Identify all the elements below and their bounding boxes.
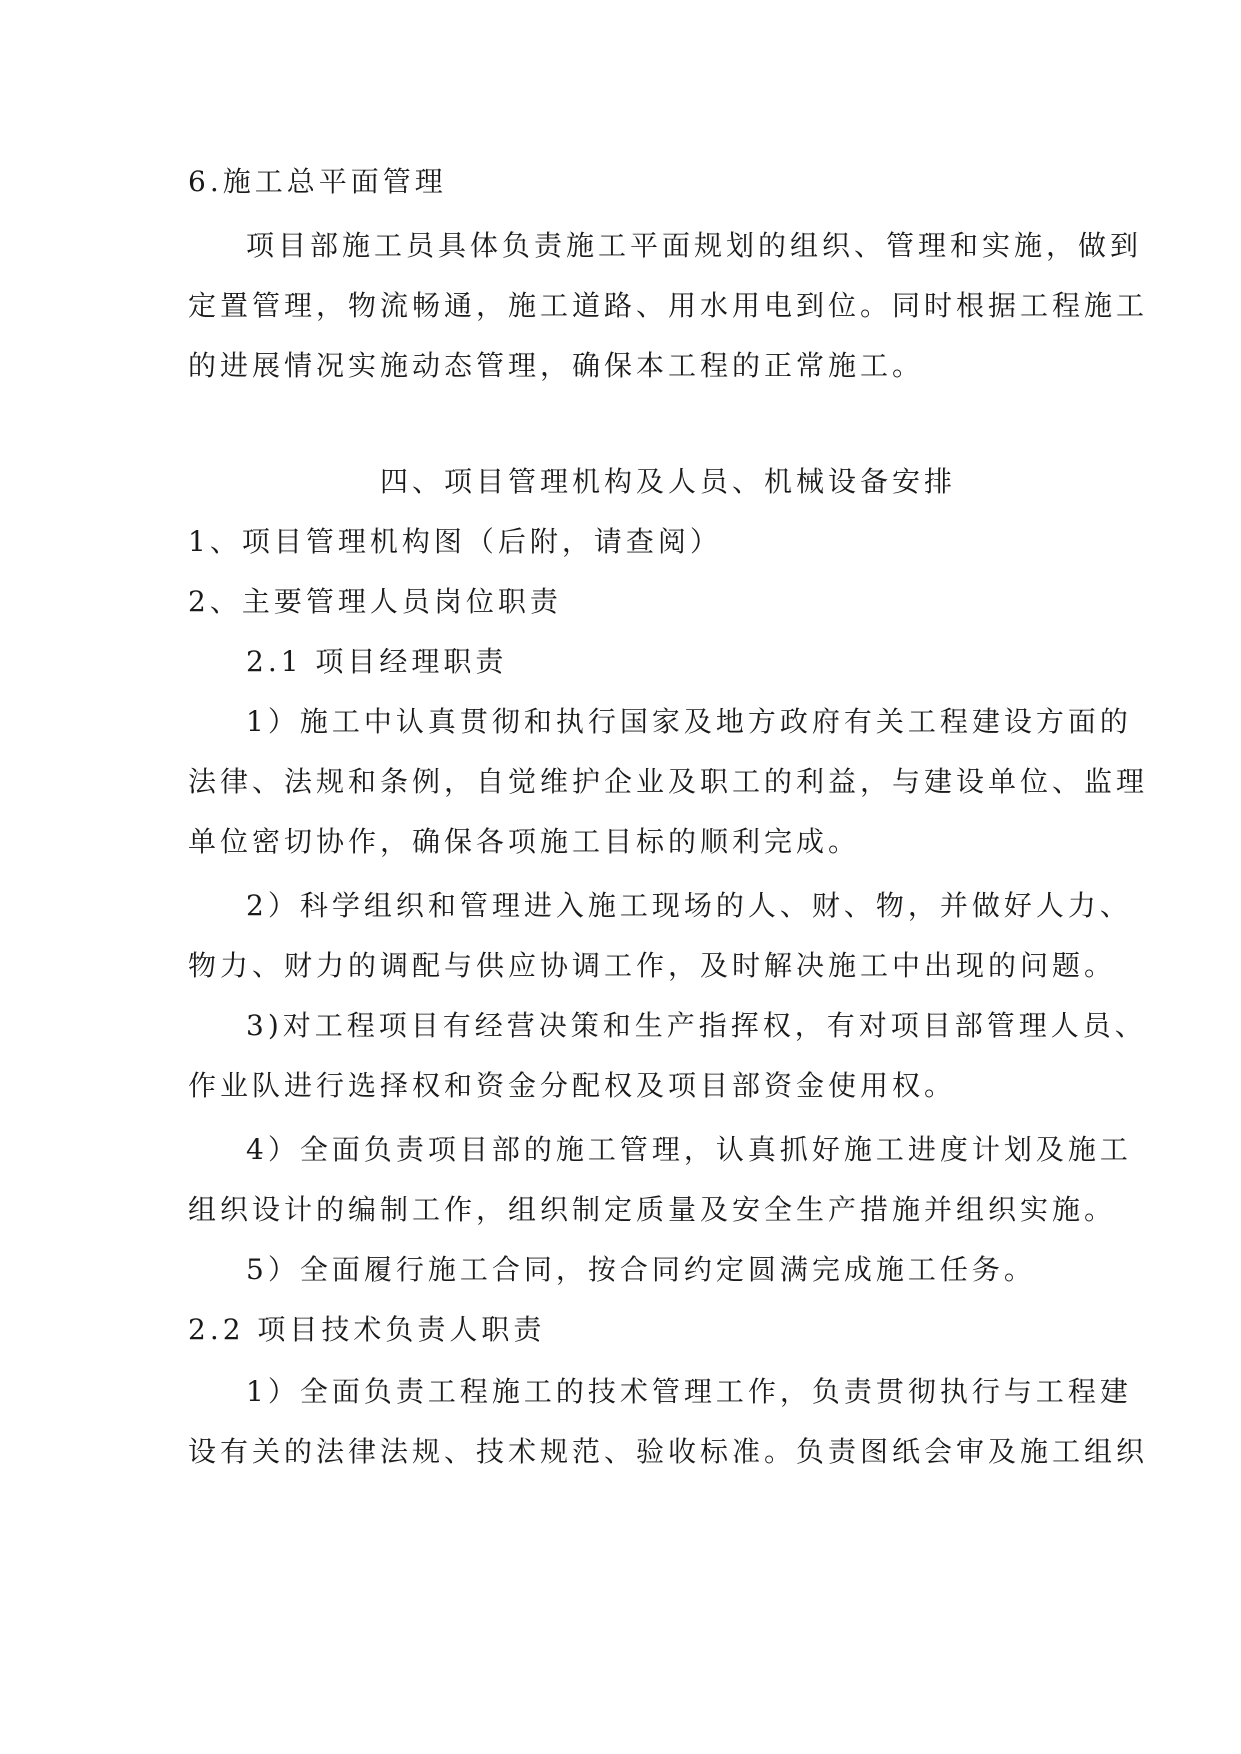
paragraph-line: 单位密切协作，确保各项施工目标的顺利完成。: [188, 825, 861, 858]
paragraph-line: 5）全面履行施工合同，按合同约定圆满完成施工任务。: [246, 1253, 1036, 1286]
paragraph-line: 作业队进行选择权和资金分配权及项目部资金使用权。: [188, 1069, 957, 1102]
section-heading-1: 1、项目管理机构图（后附，请查阅）: [188, 525, 722, 558]
paragraph-line: 1）施工中认真贯彻和执行国家及地方政府有关工程建设方面的: [246, 705, 1132, 738]
chapter-title: 四、项目管理机构及人员、机械设备安排: [379, 465, 956, 498]
paragraph-line: 3)对工程项目有经营决策和生产指挥权，有对项目部管理人员、: [246, 1009, 1147, 1042]
paragraph-line: 法律、法规和条例，自觉维护企业及职工的利益，与建设单位、监理: [188, 765, 1149, 798]
paragraph-line: 的进展情况实施动态管理，确保本工程的正常施工。: [188, 349, 925, 382]
paragraph-line: 2）科学组织和管理进入施工现场的人、财、物，并做好人力、: [246, 889, 1132, 922]
paragraph-line: 4）全面负责项目部的施工管理，认真抓好施工进度计划及施工: [246, 1133, 1132, 1166]
paragraph-line: 项目部施工员具体负责施工平面规划的组织、管理和实施，做到: [246, 229, 1143, 262]
paragraph-line: 定置管理，物流畅通，施工道路、用水用电到位。同时根据工程施工: [188, 289, 1149, 322]
paragraph-line: 组织设计的编制工作，组织制定质量及安全生产措施并组织实施。: [188, 1193, 1117, 1226]
paragraph-line: 1）全面负责工程施工的技术管理工作，负责贯彻执行与工程建: [246, 1375, 1132, 1408]
paragraph-line: 设有关的法律法规、技术规范、验收标准。负责图纸会审及施工组织: [188, 1435, 1149, 1468]
subsection-heading-2-2: 2.2 项目技术负责人职责: [188, 1313, 546, 1346]
subsection-heading-2-1: 2.1 项目经理职责: [246, 645, 508, 678]
paragraph-line: 物力、财力的调配与供应协调工作，及时解决施工中出现的问题。: [188, 949, 1117, 982]
section-heading-2: 2、主要管理人员岗位职责: [188, 585, 562, 618]
section-heading-6: 6.施工总平面管理: [188, 165, 447, 198]
